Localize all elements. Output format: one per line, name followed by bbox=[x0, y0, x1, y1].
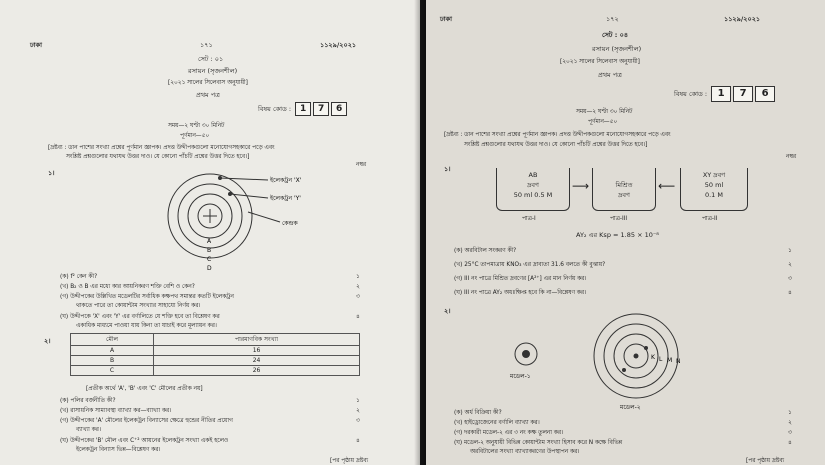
item-marks: ৩ bbox=[788, 276, 792, 282]
table-row: A 16 bbox=[71, 346, 360, 356]
subject-code-label: বিষয় কোড : bbox=[258, 105, 292, 113]
beaker-caption: পাত্র-III bbox=[610, 216, 628, 222]
model-caption: মডেল-২ bbox=[620, 404, 641, 411]
item-marks: ৪ bbox=[788, 290, 792, 296]
model-caption: মডেল-১ bbox=[510, 373, 531, 380]
atom-model-diagram bbox=[150, 172, 340, 272]
item-marks: ৪ bbox=[356, 438, 360, 444]
question-item: (গ) III নং পাত্রে মিশ্রিত দ্রবণের [A²⁺] এর মান নির্ণয় কর। bbox=[454, 276, 587, 282]
shell-label: N bbox=[676, 358, 681, 365]
item-marks: ১ bbox=[356, 274, 360, 280]
page-footer-note: [পর পৃষ্ঠায় দ্রষ্টব্য bbox=[330, 458, 369, 464]
item-marks: ৩ bbox=[356, 294, 360, 300]
question-number: ১। bbox=[444, 165, 451, 173]
table-header: মৌল bbox=[71, 334, 154, 346]
question-item: (ক) f² কেন কী? bbox=[60, 274, 98, 280]
question-item: (ঘ) উদ্দীপকে 'X' এবং 'Y' এর বর্ণালিতে যে শক্তি হবে তা বিশ্লেষণ কর bbox=[60, 314, 220, 320]
question-item: (খ) রাসায়নিক সাম্যাবস্থা ব্যাখ্যা কর—ব্যাখ্যা কর। bbox=[60, 408, 172, 414]
shell-label: A bbox=[207, 238, 212, 245]
question-item: (ক) অর্ধ বিক্রিয়া কী? bbox=[454, 410, 502, 416]
table-row: C 26 bbox=[71, 366, 360, 376]
item-marks: ৩ bbox=[788, 430, 792, 436]
question-item-continued: একাধিক মাধ্যমে পাওয়া যায় কিনা তা যাচাই করে মূল্যায়ন কর। bbox=[76, 323, 217, 329]
code-digit: 6 bbox=[755, 86, 775, 102]
code-digit: 7 bbox=[313, 102, 329, 116]
beaker-2: XY দ্রবণ 50 ml 0.1 M bbox=[680, 168, 748, 211]
question-item-continued: ব্যাখ্যা কর। bbox=[76, 427, 101, 433]
shell-label: K bbox=[651, 354, 655, 361]
set-label: সেট : ০৪ bbox=[602, 31, 629, 39]
item-marks: ২ bbox=[788, 420, 792, 426]
instructions-line: [দ্রষ্টব্য : ডান পাশের সংখ্যা প্রশ্নের পূর্ণমান জ্ঞাপক। প্রদত্ত উদ্দীপকগুলো মনোযোগসহকারে পড়ে এবং bbox=[48, 145, 275, 151]
subject-code bbox=[258, 102, 347, 116]
item-marks: ৪ bbox=[788, 440, 792, 446]
question-item: (গ) উদ্দীপকের উল্লিখিত মডেলটির সর্বাধিক কক্ষপথ সমান্তর কতটি ইলেকট্রন bbox=[60, 294, 234, 300]
question-item: (খ) B₂ ও B এর মধ্যে কার আয়নিকরণ শক্তি বেশি ও কেন? bbox=[60, 284, 195, 290]
beaker-3: মিশ্রিত দ্রবণ bbox=[592, 168, 656, 211]
question-item: (খ) 25°C তাপমাত্রায় KNO₃ এর দ্রাব্যতা 31.6 বলতে কী বুঝায়? bbox=[454, 262, 606, 268]
code-digit: 1 bbox=[711, 86, 731, 102]
exam-code: ১১২৯/২০২১ bbox=[320, 41, 357, 49]
ksp-formula: AY₂ এর Ksp = 1.85 × 10⁻⁸ bbox=[576, 231, 659, 239]
set-label: সেট : ০১ bbox=[198, 55, 224, 63]
code-digit: 1 bbox=[295, 102, 311, 116]
marks-label: পূর্ণমান—৫০ bbox=[588, 119, 618, 125]
atomic-models-diagram bbox=[496, 312, 726, 412]
beaker-caption: পাত্র-II bbox=[702, 216, 718, 222]
page-number: ১৭১ bbox=[200, 41, 213, 49]
question-item-continued: অরবিটালের সংখ্যা ব্যাখ্যাকরণের উপস্থাপন কর। bbox=[470, 449, 580, 455]
question-item: (ঘ) উদ্দীপকের 'B' মৌল এবং C⁺² আয়নের ইলেকট্রন সংখ্যা একই হলেও bbox=[60, 438, 229, 444]
subject-code-label: বিষয় কোড : bbox=[674, 90, 708, 98]
page-footer-note: [পর পৃষ্ঠায় দ্রষ্টব্য bbox=[746, 458, 785, 464]
marks-column-header: নম্বর bbox=[356, 162, 367, 168]
element-table bbox=[70, 333, 360, 376]
beaker-1: AB দ্রবণ 50 ml 0.5 M bbox=[496, 168, 570, 211]
shell-label: B bbox=[207, 247, 212, 254]
beaker-caption: পাত্র-I bbox=[522, 216, 536, 222]
item-marks: ১ bbox=[788, 410, 792, 416]
table-row: B 24 bbox=[71, 356, 360, 366]
question-item: (ক) পলির বর্জনীতি কী? bbox=[60, 398, 116, 404]
question-item-continued: থাকতে পারে তা কোয়ান্টাম সংখ্যার সাহায্যে নির্ণয় কর। bbox=[76, 303, 201, 309]
marks-label: পূর্ণমান—৫০ bbox=[180, 133, 210, 139]
time-label: সময়—২ ঘণ্টা ৩০ মিনিট bbox=[168, 123, 225, 129]
question-item: (খ) হাইড্রোজেনের বর্ণালি ব্যাখ্যা কর। bbox=[454, 420, 540, 426]
question-item: (ক) অরবিটাল সংকরণ কী? bbox=[454, 248, 517, 254]
subject-title: রসায়ন (সৃজনশীল) bbox=[592, 45, 642, 53]
question-item: (গ) উদ্দীপকের 'A' মৌলের ইলেকট্রন বিন্যাসের ক্ষেত্রে হুন্ডের নীতির প্রয়োগ bbox=[60, 418, 233, 424]
right-arrow-icon: ⟶ bbox=[572, 179, 590, 193]
shell-label: D bbox=[207, 265, 212, 272]
code-digit: 6 bbox=[331, 102, 347, 116]
shell-label: C bbox=[207, 256, 212, 263]
code-digit: 7 bbox=[733, 86, 753, 102]
shell-label: L bbox=[659, 356, 663, 363]
syllabus-note: [২০২১ সালের সিলেবাস অনুযায়ী] bbox=[168, 80, 248, 86]
item-marks: ১ bbox=[356, 398, 360, 404]
electron-y-label: ইলেকট্রন 'Y' bbox=[270, 195, 301, 202]
shell-label: M bbox=[667, 357, 673, 364]
marks-column-header: নম্বর bbox=[786, 154, 797, 160]
question-item: (ঘ) মডেল-২ অনুযায়ী বিভিন্ন কোয়ান্টাম সংখ্যা হিসাব করে N কক্ষে বিভিন্ন bbox=[454, 440, 623, 446]
paper-label: প্রথম পত্র bbox=[598, 71, 622, 79]
subject-code bbox=[674, 86, 775, 102]
instructions-line: [দ্রষ্টব্য : ডান পাশের সংখ্যা প্রশ্নের পূর্ণমান জ্ঞাপক। প্রদত্ত উদ্দীপকগুলো মনোযোগসহকারে পড়ে এবং bbox=[444, 132, 671, 138]
item-marks: ২ bbox=[356, 408, 360, 414]
nucleus-label: কেন্দ্রক bbox=[282, 220, 298, 227]
item-marks: ১ bbox=[788, 248, 792, 254]
page-corner-label: ঢাকা bbox=[440, 15, 452, 23]
item-marks: ৪ bbox=[356, 314, 360, 320]
page-gutter-shadow bbox=[414, 0, 426, 465]
question-item: (ঘ) III নং পাত্রে AY₂ অধঃক্ষিপ্ত হবে কি না—বিশ্লেষণ কর। bbox=[454, 290, 587, 296]
time-label: সময়—২ ঘণ্টা ৩০ মিনিট bbox=[576, 109, 633, 115]
syllabus-note: [২০২১ সালের সিলেবাস অনুযায়ী] bbox=[560, 59, 640, 65]
item-marks: ২ bbox=[788, 262, 792, 268]
table-note: [প্রতীক অর্থে 'A', 'B' এবং 'C' মৌলের প্রতীক নয়] bbox=[86, 386, 203, 392]
page-number: ১৭২ bbox=[606, 15, 619, 23]
paper-label: প্রথম পত্র bbox=[196, 91, 220, 99]
subject-title: রসায়ন (সৃজনশীল) bbox=[188, 67, 238, 75]
electron-x-label: ইলেকট্রন 'X' bbox=[270, 177, 302, 184]
left-arrow-icon: ⟵ bbox=[658, 179, 676, 193]
question-number: ২। bbox=[444, 307, 451, 315]
exam-code: ১১২৯/২০২১ bbox=[724, 15, 761, 23]
item-marks: ২ bbox=[356, 284, 360, 290]
item-marks: ৩ bbox=[356, 418, 360, 424]
question-number: ১। bbox=[48, 169, 55, 177]
instructions-line: সংশ্লিষ্ট প্রশ্নগুলোর যথাযথ উত্তর দাও। যে কোনো পাঁচটি প্রশ্নের উত্তর দিতে হবে।] bbox=[66, 154, 250, 160]
instructions-line: সংশ্লিষ্ট প্রশ্নগুলোর যথাযথ উত্তর দাও। যে কোনো পাঁচটি প্রশ্নের উত্তর দিতে হবে।] bbox=[464, 142, 648, 148]
question-item-continued: ইলেকট্রন বিন্যাস ভিন্ন—বিশ্লেষণ কর। bbox=[76, 447, 161, 453]
question-number: ২। bbox=[44, 337, 51, 345]
exam-page-right bbox=[426, 0, 825, 465]
page-corner-label: ঢাকা bbox=[30, 41, 42, 49]
question-item: (গ) দরকারী মডেল-২ এর ৩ নং কক্ষ তুলনা কর। bbox=[454, 430, 564, 436]
table-header: পারমাণবিক সংখ্যা bbox=[154, 334, 360, 346]
